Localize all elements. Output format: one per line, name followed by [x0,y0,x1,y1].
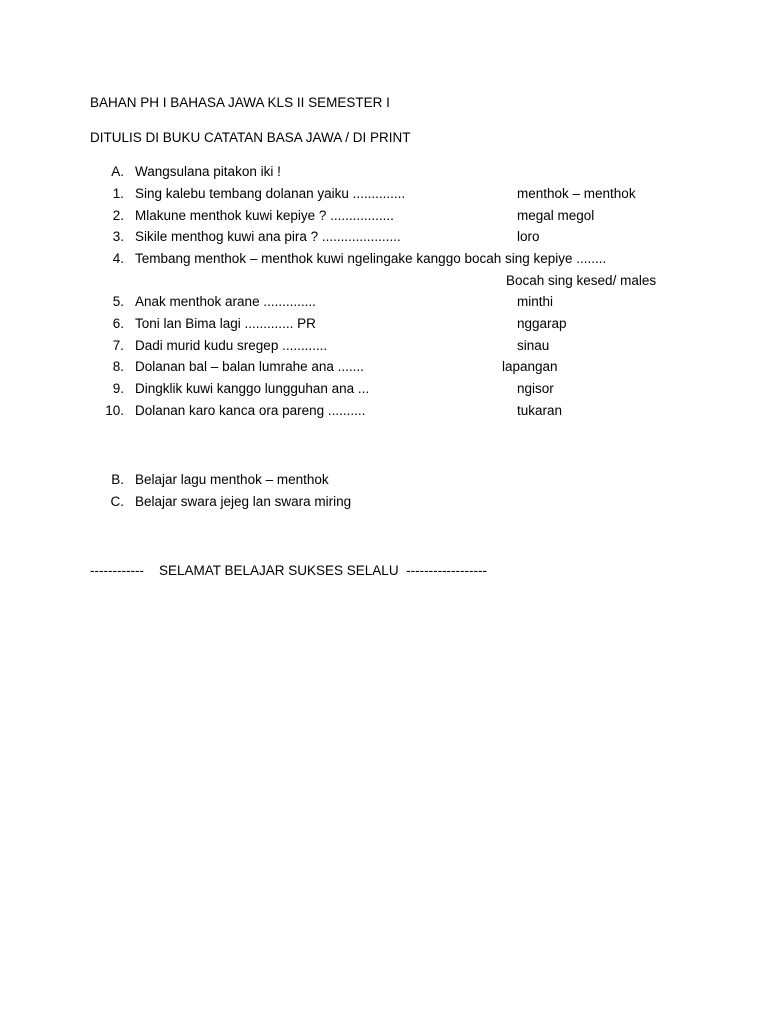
closing-line [90,562,487,580]
question-text: Tembang menthok – menthok kuwi ngelingake kanggo bocah sing kepiye ........ [135,251,607,266]
document-title: BAHAN PH I BAHASA JAWA KLS II SEMESTER I [90,95,390,110]
closing-right-dashes: ------------------ [406,563,488,578]
section-a-marker: A. [111,164,124,179]
question-text: Mlakune menthok kuwi kepiye ? ................. [135,208,394,223]
question-number: 10. [105,403,124,418]
section-c-text: Belajar swara jejeg lan swara miring [135,494,352,509]
question-text: Sing kalebu tembang dolanan yaiku .............. [135,186,406,201]
section-c-marker: C. [110,494,124,509]
question-number: 1. [112,186,124,201]
section-a-text: Wangsulana pitakon iki ! [135,164,281,179]
question-text: Dolanan bal – balan lumrahe ana ....... [135,359,364,374]
section-b-marker: B. [111,472,124,487]
question-number: 6. [112,316,124,331]
question-number: 7. [112,338,124,353]
question-number: 2. [112,208,124,223]
question-answer: Bocah sing kesed/ males [506,273,657,288]
question-answer: tukaran [517,403,563,418]
question-answer: megal megol [517,208,595,223]
closing-text: SELAMAT BELAJAR SUKSES SELALU [158,563,399,578]
question-answer: loro [517,229,540,244]
question-answer: nggarap [517,316,567,331]
question-number: 5. [112,294,124,309]
question-text: Anak menthok arane .............. [135,294,316,309]
question-answer: menthok – menthok [517,186,636,201]
question-number: 4. [112,251,124,266]
question-answer: sinau [517,338,550,353]
question-text: Dadi murid kudu sregep ............ [135,338,328,353]
question-number: 9. [112,381,124,396]
question-text: Sikile menthog kuwi ana pira ? ..................... [135,229,401,244]
section-b-text: Belajar lagu menthok – menthok [135,472,329,487]
question-text: Dingklik kuwi kanggo lungguhan ana ... [135,381,370,396]
closing-left-dashes: ------------ [90,563,144,578]
question-answer: ngisor [517,381,554,396]
question-text: Dolanan karo kanca ora pareng .......... [135,403,366,418]
document-subtitle: DITULIS DI BUKU CATATAN BASA JAWA / DI PRINT [90,130,411,145]
question-text: Toni lan Bima lagi ............. PR [135,316,316,331]
question-answer: minthi [517,294,554,309]
question-answer: lapangan [502,359,558,374]
question-number: 8. [112,359,124,374]
question-number: 3. [112,229,124,244]
